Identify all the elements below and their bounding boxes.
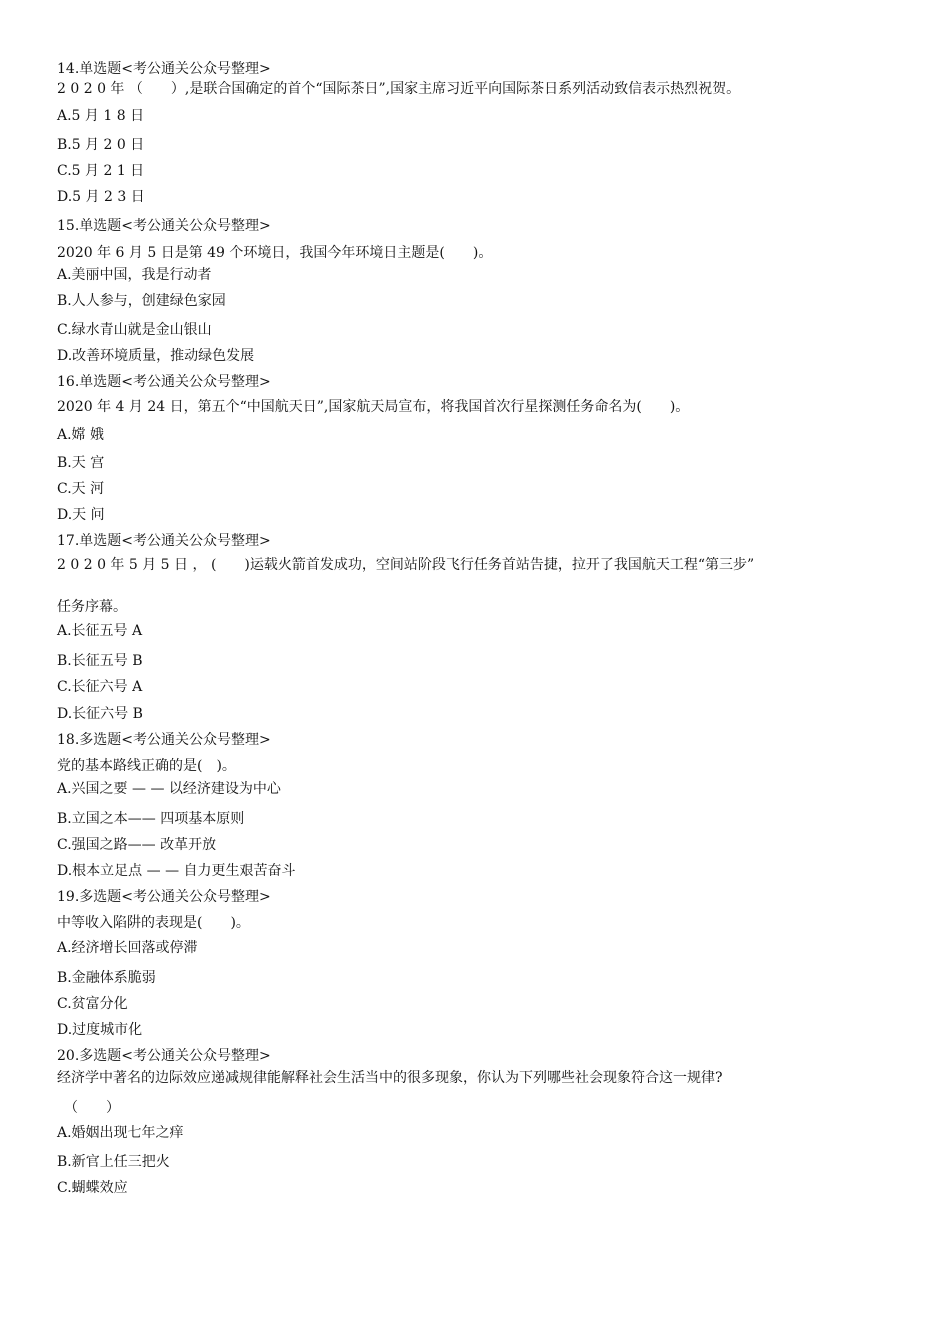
option-d: D.5 月 2 3 日 [57, 189, 145, 205]
question-stem-continued: 任务序幕。 [57, 599, 127, 615]
question-stem: 党的基本路线正确的是( )。 [57, 758, 236, 774]
question-header: 14.单选题<考公通关公众号整理> [57, 61, 271, 77]
option-a: A.长征五号 A [57, 623, 143, 639]
option-a: A.经济增长回落或停滞 [57, 940, 198, 956]
option-d: D.改善环境质量，推动绿色发展 [57, 348, 255, 364]
option-b: B.人人参与，创建绿色家园 [57, 293, 226, 309]
question-header: 15.单选题<考公通关公众号整理> [57, 218, 271, 234]
question-header: 17.单选题<考公通关公众号整理> [57, 533, 271, 549]
question-stem: 中等收入陷阱的表现是( )。 [57, 915, 250, 931]
option-b: B.立国之本—— 四项基本原则 [57, 811, 245, 827]
option-d: D.过度城市化 [57, 1022, 143, 1038]
option-d: D.天 问 [57, 507, 105, 523]
option-c: C.绿水青山就是金山银山 [57, 322, 212, 338]
question-stem: 2020 年 4 月 24 日，第五个“中国航天日”,国家航天局宣布，将我国首次行星探测任务命名为( )。 [57, 399, 690, 415]
option-c: C.强国之路—— 改革开放 [57, 837, 217, 853]
option-b: B.新官上任三把火 [57, 1154, 170, 1170]
question-header: 16.单选题<考公通关公众号整理> [57, 374, 271, 390]
option-a: A.婚姻出现七年之痒 [57, 1125, 184, 1141]
option-b: B.金融体系脆弱 [57, 970, 156, 986]
option-a: A.嫦 娥 [57, 427, 105, 443]
option-c: C.蝴蝶效应 [57, 1180, 128, 1196]
option-c: C.贫富分化 [57, 996, 128, 1012]
option-b: B.5 月 2 0 日 [57, 137, 145, 153]
question-header: 18.多选题<考公通关公众号整理> [57, 732, 271, 748]
option-d: D.根本立足点 — — 自力更生艰苦奋斗 [57, 863, 296, 879]
option-d: D.长征六号 B [57, 706, 143, 722]
option-b: B.长征五号 B [57, 653, 143, 669]
option-c: C.5 月 2 1 日 [57, 163, 145, 179]
option-a: A.兴国之要 — — 以经济建设为中心 [57, 781, 281, 797]
option-b: B.天 宫 [57, 455, 105, 471]
question-stem: 2 0 2 0 年 （ ）,是联合国确定的首个“国际茶日”,国家主席习近平向国际茶日系列活动致信表示热烈祝贺。 [57, 81, 741, 97]
question-stem: 2020 年 6 月 5 日是第 49 个环境日，我国今年环境日主题是( )。 [57, 245, 493, 261]
question-header: 20.多选题<考公通关公众号整理> [57, 1048, 271, 1064]
question-stem: 2 0 2 0 年 5 月 5 日 ， ( )运载火箭首发成功，空间站阶段飞行任务首站告捷，拉开了我国航天工程“第三步” [57, 557, 755, 573]
option-a: A.美丽中国，我是行动者 [57, 267, 212, 283]
question-stem: 经济学中著名的边际效应递减规律能解释社会生活当中的很多现象，你认为下列哪些社会现象符合这一规律? [57, 1070, 723, 1086]
question-header: 19.多选题<考公通关公众号整理> [57, 889, 271, 905]
option-c: C.长征六号 A [57, 679, 143, 695]
question-stem-continued: （ ） [64, 1100, 120, 1116]
option-a: A.5 月 1 8 日 [57, 108, 145, 124]
option-c: C.天 河 [57, 481, 105, 497]
